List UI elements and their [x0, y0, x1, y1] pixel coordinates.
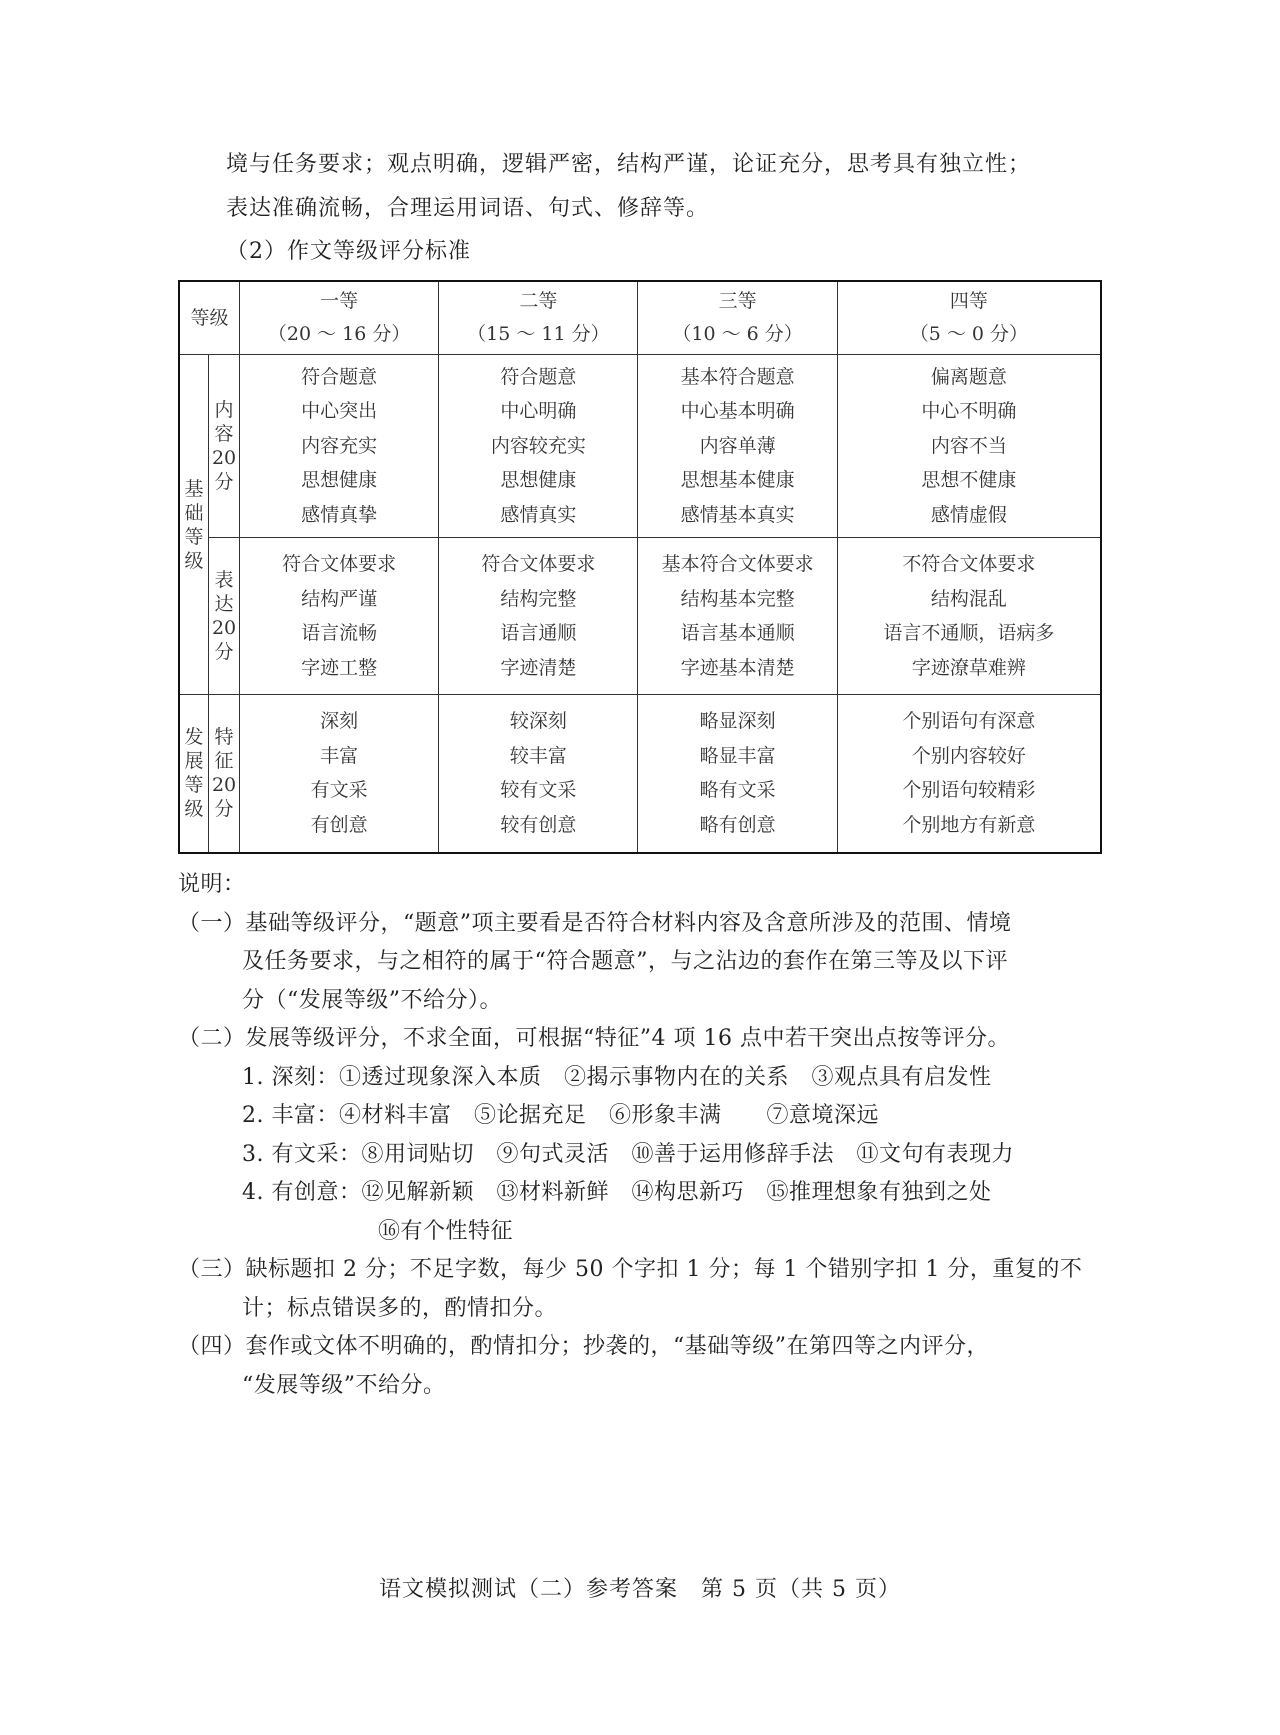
expression-grade-2: 符合文体要求 结构完整 语言通顺 字迹清楚 — [439, 538, 638, 695]
grade-header-4 — [837, 281, 1101, 355]
note-3-line-1: （三）缺标题扣 2 分；不足字数，每少 50 个字扣 1 分；每 1 个错别字扣 1 分，重复的不 — [178, 1257, 1083, 1282]
grade-name: 四等 — [949, 290, 988, 312]
grading-table — [178, 280, 1102, 854]
feature-grade-4: 个别语句有深意 个别内容较好 个别语句较精彩 个别地方有新意 — [837, 695, 1101, 853]
note-2-item-4b: ⑯有个性特征 — [378, 1218, 514, 1244]
expression-grade-3: 基本符合文体要求 结构基本完整 语言基本通顺 字迹基本清楚 — [638, 538, 837, 695]
basic-category-text — [180, 477, 208, 573]
grade-header-3 — [638, 281, 837, 355]
dev-category-label — [179, 695, 209, 853]
basic-category-text-char: 等 — [184, 525, 204, 548]
basic-category-label — [179, 355, 209, 695]
intro-line-2: 表达准确流畅，合理运用词语、句式、修辞等。 — [226, 196, 710, 221]
intro-line-1: 境与任务要求；观点明确，逻辑严密，结构严谨，论证充分，思考具有独立性； — [226, 152, 1032, 177]
basic-category-text-char: 级 — [184, 549, 204, 572]
note-2-item-1: 1. 深刻：①透过现象深入本质 ②揭示事物内在的关系 ③观点具有启发性 — [242, 1064, 992, 1090]
table-row-expression — [179, 538, 1101, 695]
page-footer: 语文模拟测试（二）参考答案 第 5 页（共 5 页） — [379, 1577, 901, 1602]
section-title: （2）作文等级评分标准 — [226, 239, 471, 264]
dev-category-text-char: 展 — [184, 750, 204, 773]
expression-grade-4: 不符合文体要求 结构混乱 语言不通顺，语病多 字迹潦草难辨 — [837, 538, 1101, 695]
grade-header-1 — [240, 281, 439, 355]
note-4-line-1: （四）套作或文体不明确的，酌情扣分；抄袭的，“基础等级”在第四等之内评分， — [178, 1334, 989, 1359]
dev-category-text-char: 等 — [184, 774, 204, 797]
content-grade-4: 偏离题意 中心不明确 内容不当 思想不健康 感情虚假 — [837, 355, 1101, 538]
feature-grade-1: 深刻 丰富 有文采 有创意 — [240, 695, 439, 853]
grade-range: （15 ～ 11 分） — [467, 323, 610, 345]
basic-category-text-char: 础 — [184, 501, 204, 524]
feature-grade-2: 较深刻 较丰富 较有文采 较有创意 — [439, 695, 638, 853]
notes-title: 说明： — [178, 872, 246, 897]
content-grade-3: 基本符合题意 中心基本明确 内容单薄 思想基本健康 感情基本真实 — [638, 355, 837, 538]
note-1-line-1: （一）基础等级评分，“题意”项主要看是否符合材料内容及含意所涉及的范围、情境 — [178, 910, 1012, 936]
table-row-feature — [179, 695, 1101, 853]
note-4-line-2: “发展等级”不给分。 — [242, 1372, 446, 1398]
notes-section — [178, 866, 1082, 1405]
feature-label: 特 征 20 分 — [209, 695, 240, 853]
dev-category-text — [180, 725, 208, 821]
table-header-row — [179, 281, 1101, 355]
expression-grade-1: 符合文体要求 结构严谨 语言流畅 字迹工整 — [240, 538, 439, 695]
dev-category-text-char: 级 — [184, 798, 204, 821]
note-2-line-1: （二）发展等级评分，不求全面，可根据“特征”4 项 16 点中若干突出点按等评分。 — [178, 1026, 1010, 1051]
note-2-item-3: 3. 有文采：⑧用词贴切 ⑨句式灵活 ⑩善于运用修辞手法 ⑪文句有表现力 — [242, 1141, 1014, 1167]
grade-range: （20 ～ 16 分） — [267, 323, 411, 345]
basic-category-text-char: 基 — [184, 477, 204, 500]
note-2-item-4: 4. 有创意：⑫见解新颖 ⑬材料新鲜 ⑭构思新巧 ⑮推理想象有独到之处 — [242, 1180, 992, 1205]
grade-range: （10 ～ 6 分） — [672, 323, 803, 345]
grade-range: （5 ～ 0 分） — [909, 323, 1028, 345]
note-3-line-2: 计；标点错误多的，酌情扣分。 — [242, 1295, 558, 1321]
grade-header-label: 等级 — [179, 281, 240, 355]
table-row-content — [179, 355, 1101, 538]
grade-header-2 — [439, 281, 638, 355]
content-label: 内 容 20 分 — [209, 355, 240, 538]
content-grade-2: 符合题意 中心明确 内容较充实 思想健康 感情真实 — [439, 355, 638, 538]
note-1-line-3: 分（“发展等级”不给分）。 — [242, 987, 502, 1013]
feature-grade-3: 略显深刻 略显丰富 略有文采 略有创意 — [638, 695, 837, 853]
grade-name: 二等 — [519, 290, 558, 312]
dev-category-text-char: 发 — [184, 726, 204, 749]
note-1-line-2: 及任务要求，与之相符的属于“符合题意”，与之沾边的套作在第三等及以下评 — [242, 949, 1008, 974]
note-2-item-2: 2. 丰富：④材料丰富 ⑤论据充足 ⑥形象丰满 ⑦意境深远 — [242, 1103, 879, 1128]
grade-name: 三等 — [718, 290, 757, 312]
expression-label: 表 达 20 分 — [209, 538, 240, 695]
content-grade-1: 符合题意 中心突出 内容充实 思想健康 感情真挚 — [240, 355, 439, 538]
grade-name: 一等 — [320, 290, 359, 312]
